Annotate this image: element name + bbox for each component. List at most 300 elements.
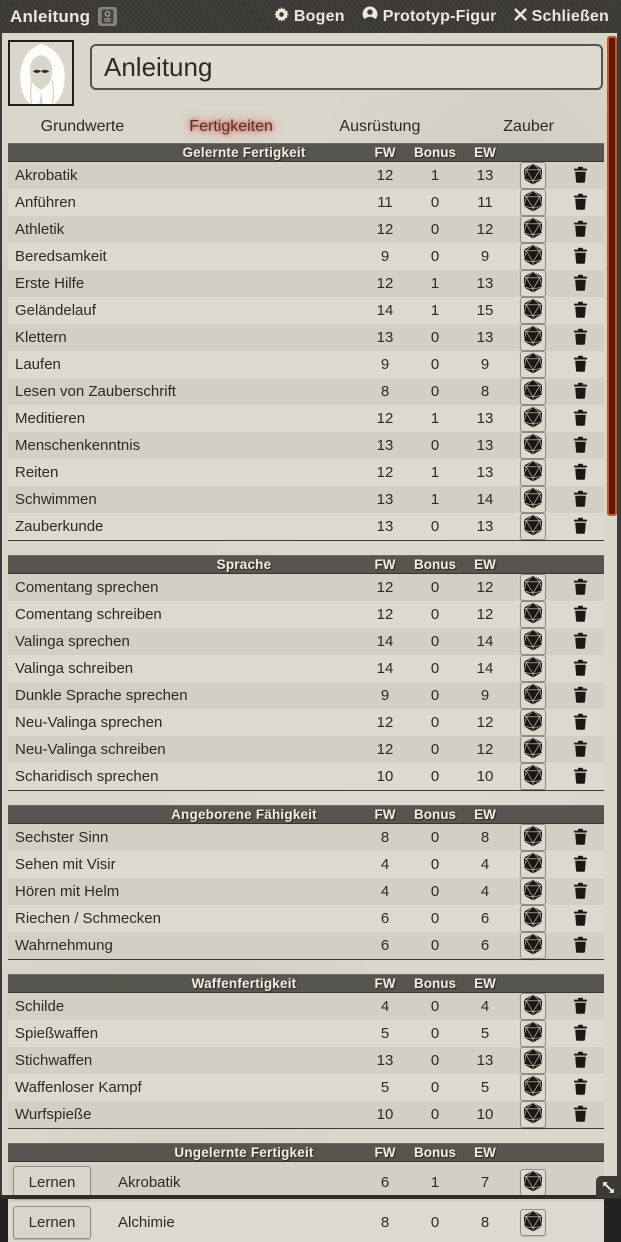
- delete-skill-button[interactable]: [571, 907, 590, 931]
- title-bar-actions: [274, 6, 609, 27]
- ew-value: 13: [476, 1052, 494, 1069]
- skill-row: [8, 993, 604, 1020]
- trash-icon: [573, 355, 588, 375]
- fw-value: 6: [380, 910, 390, 927]
- window-border-bottom: [0, 1195, 621, 1199]
- trash-icon: [573, 1024, 588, 1044]
- skill-row: [8, 1101, 604, 1128]
- table-header: [8, 143, 604, 162]
- roll-dice-button[interactable]: [520, 405, 546, 432]
- d20-dice-icon: [523, 879, 543, 904]
- bonus-value: 0: [430, 1106, 440, 1123]
- delete-skill-button[interactable]: [571, 515, 590, 539]
- table-title: Gelernte Fertigkeit: [182, 145, 306, 160]
- delete-skill-button[interactable]: [571, 1076, 590, 1100]
- fw-value: 12: [376, 579, 394, 596]
- fw-value: 12: [376, 167, 394, 184]
- delete-skill-button[interactable]: [571, 711, 590, 735]
- ew-value: 13: [476, 464, 494, 481]
- roll-dice-button[interactable]: [520, 574, 546, 601]
- delete-skill-button[interactable]: [571, 934, 590, 958]
- ew-value: 9: [480, 687, 490, 704]
- character-name-input[interactable]: [90, 44, 603, 90]
- skill-name: Laufen: [15, 356, 61, 373]
- trash-icon: [573, 828, 588, 848]
- delete-skill-button[interactable]: [571, 853, 590, 877]
- fw-value: 12: [376, 275, 394, 292]
- trash-icon: [573, 578, 588, 598]
- trash-icon: [573, 220, 588, 240]
- delete-skill-button[interactable]: [571, 326, 590, 350]
- table-header: [8, 1143, 604, 1162]
- skill-row: [8, 270, 604, 297]
- trash-icon: [573, 193, 588, 213]
- bonus-value: 1: [430, 410, 440, 427]
- fw-value: 11: [377, 194, 393, 211]
- d20-dice-icon: [523, 737, 543, 762]
- delete-skill-button[interactable]: [571, 1103, 590, 1127]
- ew-value: 7: [480, 1173, 490, 1191]
- delete-skill-button[interactable]: [571, 995, 590, 1019]
- skill-name: Meditieren: [15, 410, 86, 427]
- delete-skill-button[interactable]: [571, 1022, 590, 1046]
- bonus-value: 0: [430, 1213, 440, 1231]
- roll-dice-button[interactable]: [520, 763, 546, 790]
- skill-row: [8, 297, 604, 324]
- ew-value: 13: [476, 329, 494, 346]
- d20-dice-icon: [523, 1102, 543, 1127]
- skill-row: [8, 432, 604, 459]
- roll-dice-button[interactable]: [520, 993, 546, 1020]
- d20-dice-icon: [523, 298, 543, 323]
- skill-name: Zauberkunde: [15, 518, 104, 535]
- fw-value: 14: [376, 302, 394, 319]
- ew-value: 13: [476, 410, 494, 427]
- d20-dice-icon: [523, 825, 543, 850]
- d20-dice-icon: [523, 1021, 543, 1046]
- roll-dice-button[interactable]: [520, 905, 546, 932]
- fw-value: 9: [380, 248, 390, 265]
- ew-value: 4: [480, 883, 490, 900]
- learn-button[interactable]: Lernen: [13, 1166, 91, 1199]
- column-header-ew: EW: [474, 557, 496, 572]
- skill-row: [8, 216, 604, 243]
- roll-dice-button[interactable]: [520, 1169, 546, 1196]
- fw-value: 6: [380, 1173, 390, 1191]
- delete-skill-button[interactable]: [571, 630, 590, 654]
- fw-value: 4: [380, 856, 390, 873]
- trash-icon: [573, 436, 588, 456]
- fw-value: 10: [376, 1106, 394, 1123]
- skill-row: [8, 351, 604, 378]
- ew-value: 12: [476, 606, 494, 623]
- delete-skill-button[interactable]: [571, 576, 590, 600]
- fw-value: 12: [376, 410, 394, 427]
- ew-value: 14: [476, 660, 494, 677]
- column-header-fw: FW: [374, 807, 396, 822]
- roll-dice-button[interactable]: [520, 351, 546, 378]
- bonus-value: 1: [430, 464, 440, 481]
- roll-dice-button[interactable]: [520, 432, 546, 459]
- roll-dice-button[interactable]: [520, 736, 546, 763]
- skill-name: Sehen mit Visir: [15, 856, 116, 873]
- skill-name: Schilde: [15, 998, 65, 1015]
- delete-skill-button[interactable]: [571, 603, 590, 627]
- roll-dice-button[interactable]: [520, 189, 546, 216]
- d20-dice-icon: [523, 406, 543, 431]
- bonus-value: 0: [430, 437, 440, 454]
- ew-value: 9: [480, 248, 490, 265]
- skill-row: [8, 763, 604, 790]
- roll-dice-button[interactable]: [520, 878, 546, 905]
- d20-dice-icon: [523, 190, 543, 215]
- tab-fertigkeiten[interactable]: Fertigkeiten: [189, 118, 273, 135]
- d20-dice-icon: [523, 994, 543, 1019]
- ew-value: 13: [476, 275, 494, 292]
- d20-dice-icon: [523, 683, 543, 708]
- roll-dice-button[interactable]: [520, 851, 546, 878]
- skill-name: Akrobatik: [118, 1173, 181, 1191]
- fw-value: 5: [380, 1025, 390, 1042]
- d20-dice-icon: [523, 602, 543, 627]
- delete-skill-button[interactable]: [571, 765, 590, 789]
- roll-dice-button[interactable]: [520, 270, 546, 297]
- fw-value: 4: [380, 998, 390, 1015]
- bonus-value: 0: [430, 883, 440, 900]
- skill-table: [8, 974, 604, 1129]
- trash-icon: [573, 166, 588, 186]
- close-icon: [514, 8, 527, 26]
- roll-dice-button[interactable]: [520, 709, 546, 736]
- ew-value: 13: [476, 518, 494, 535]
- skill-name: Comentang sprechen: [15, 579, 159, 596]
- character-header: [8, 40, 603, 106]
- skill-name: Alchimie: [118, 1213, 175, 1231]
- bonus-value: 0: [430, 518, 440, 535]
- ew-value: 12: [476, 579, 494, 596]
- d20-dice-icon: [523, 271, 543, 296]
- skill-row: [8, 655, 604, 682]
- table-title: Sprache: [216, 557, 272, 572]
- column-header-fw: FW: [374, 1145, 396, 1160]
- delete-skill-button[interactable]: [571, 738, 590, 762]
- bonus-value: 0: [430, 579, 440, 596]
- skill-row: [8, 486, 604, 513]
- skill-tables: [8, 143, 604, 1242]
- window-title: Anleitung: [10, 6, 91, 26]
- trash-icon: [573, 274, 588, 294]
- d20-dice-icon: [523, 710, 543, 735]
- ew-value: 11: [477, 194, 493, 211]
- bonus-value: 0: [430, 937, 440, 954]
- delete-skill-button[interactable]: [571, 657, 590, 681]
- fw-value: 6: [380, 937, 390, 954]
- fw-value: 12: [376, 714, 394, 731]
- column-header-ew: EW: [474, 145, 496, 160]
- table-title: Ungelernte Fertigkeit: [174, 1145, 314, 1160]
- d20-dice-icon: [523, 163, 543, 188]
- bonus-value: 1: [430, 491, 440, 508]
- trash-icon: [573, 1105, 588, 1125]
- trash-icon: [573, 605, 588, 625]
- fw-value: 13: [376, 1052, 394, 1069]
- skill-row: [8, 905, 604, 932]
- fw-value: 13: [376, 329, 394, 346]
- bonus-value: 1: [430, 275, 440, 292]
- skill-name: Spießwaffen: [15, 1025, 99, 1042]
- ew-value: 10: [476, 1106, 494, 1123]
- delete-skill-button[interactable]: [571, 434, 590, 458]
- skill-row: [8, 243, 604, 270]
- delete-skill-button[interactable]: [571, 461, 590, 485]
- delete-skill-button[interactable]: [571, 245, 590, 269]
- d20-dice-icon: [523, 379, 543, 404]
- ew-value: 8: [480, 383, 490, 400]
- skill-name: Neu-Valinga sprechen: [15, 714, 163, 731]
- ew-value: 4: [480, 856, 490, 873]
- table-header: [8, 974, 604, 993]
- skill-row: [8, 1074, 604, 1101]
- trash-icon: [573, 1051, 588, 1071]
- ew-value: 13: [476, 167, 494, 184]
- resize-handle[interactable]: [596, 1176, 620, 1198]
- fw-value: 8: [380, 1213, 390, 1231]
- title-bar: [0, 0, 621, 33]
- trash-icon: [573, 328, 588, 348]
- skill-name: Lesen von Zauberschrift: [15, 383, 176, 400]
- delete-skill-button[interactable]: [571, 353, 590, 377]
- skill-row: [8, 574, 604, 601]
- delete-skill-button[interactable]: [571, 684, 590, 708]
- book-icon[interactable]: [98, 7, 117, 26]
- trash-icon: [573, 382, 588, 402]
- column-header-bonus: Bonus: [414, 145, 456, 160]
- tab-grundwerte[interactable]: Grundwerte: [40, 118, 125, 135]
- skill-name: Anführen: [15, 194, 76, 211]
- roll-dice-button[interactable]: [520, 1074, 546, 1101]
- d20-dice-icon: [523, 764, 543, 789]
- delete-skill-button[interactable]: [571, 826, 590, 850]
- tab-ausruestung[interactable]: Ausrüstung: [339, 118, 421, 135]
- skill-name: Hören mit Helm: [15, 883, 120, 900]
- learn-button[interactable]: Lernen: [13, 1206, 91, 1239]
- bonus-value: 0: [430, 1079, 440, 1096]
- ew-value: 12: [476, 714, 494, 731]
- trash-icon: [573, 490, 588, 510]
- delete-skill-button[interactable]: [571, 191, 590, 215]
- d20-dice-icon: [523, 352, 543, 377]
- resize-arrows-icon: [601, 1180, 616, 1195]
- skill-row: [8, 378, 604, 405]
- d20-dice-icon: [523, 217, 543, 242]
- delete-skill-button[interactable]: [571, 488, 590, 512]
- roll-dice-button[interactable]: [520, 297, 546, 324]
- column-header-bonus: Bonus: [414, 807, 456, 822]
- bonus-value: 1: [430, 302, 440, 319]
- skill-name: Neu-Valinga schreiben: [15, 741, 166, 758]
- roll-dice-button[interactable]: [520, 1047, 546, 1074]
- d20-dice-icon: [523, 656, 543, 681]
- skill-row: [8, 878, 604, 905]
- roll-dice-button[interactable]: [520, 824, 546, 851]
- trash-icon: [573, 301, 588, 321]
- column-header-ew: EW: [474, 976, 496, 991]
- roll-dice-button[interactable]: [520, 1020, 546, 1047]
- roll-dice-button[interactable]: [520, 378, 546, 405]
- skill-table: [8, 555, 604, 791]
- skill-row: [8, 932, 604, 959]
- table-header: [8, 805, 604, 824]
- trash-icon: [573, 517, 588, 537]
- tab-bar: [8, 118, 603, 136]
- bonus-value: 0: [430, 633, 440, 650]
- ew-value: 5: [480, 1025, 490, 1042]
- d20-dice-icon: [523, 1075, 543, 1100]
- skill-name: Erste Hilfe: [15, 275, 85, 292]
- trash-icon: [573, 997, 588, 1017]
- skill-name: Beredsamkeit: [15, 248, 107, 265]
- fw-value: 8: [380, 829, 390, 846]
- d20-dice-icon: [523, 325, 543, 350]
- roll-dice-button[interactable]: [520, 162, 546, 189]
- bonus-value: 0: [430, 714, 440, 731]
- fw-value: 12: [376, 741, 394, 758]
- fw-value: 9: [380, 687, 390, 704]
- skill-name: Wurfspieße: [15, 1106, 92, 1123]
- prototype-figure-label: Prototyp-Figur: [382, 7, 497, 25]
- skill-row: [8, 513, 604, 540]
- ew-value: 9: [480, 356, 490, 373]
- roll-dice-button[interactable]: [520, 324, 546, 351]
- skill-table: [8, 143, 604, 541]
- gear-icon: [274, 7, 289, 27]
- tab-zauber[interactable]: Zauber: [503, 118, 554, 135]
- sheet-button[interactable]: [274, 6, 345, 27]
- fw-value: 4: [380, 883, 390, 900]
- trash-icon: [573, 409, 588, 429]
- delete-skill-button[interactable]: [571, 407, 590, 431]
- delete-skill-button[interactable]: [571, 218, 590, 242]
- d20-dice-icon: [523, 1048, 543, 1073]
- skill-name: Akrobatik: [15, 167, 78, 184]
- roll-dice-button[interactable]: [520, 243, 546, 270]
- skill-row: [8, 162, 604, 189]
- column-header-fw: FW: [374, 557, 396, 572]
- prototype-figure-button[interactable]: [362, 6, 497, 27]
- trash-icon: [573, 1078, 588, 1098]
- table-title: Waffenfertigkeit: [191, 976, 297, 991]
- close-button[interactable]: [514, 6, 609, 27]
- delete-skill-button[interactable]: [571, 880, 590, 904]
- skill-name: Waffenloser Kampf: [15, 1079, 142, 1096]
- d20-dice-icon: [523, 433, 543, 458]
- ew-value: 8: [480, 829, 490, 846]
- ew-value: 4: [480, 998, 490, 1015]
- bonus-value: 0: [430, 1052, 440, 1069]
- trash-icon: [573, 936, 588, 956]
- skill-row: [8, 1047, 604, 1074]
- roll-dice-button[interactable]: [520, 486, 546, 513]
- roll-dice-button[interactable]: [520, 1101, 546, 1128]
- bonus-value: 0: [430, 768, 440, 785]
- skill-row: [8, 851, 604, 878]
- skill-name: Reiten: [15, 464, 59, 481]
- ew-value: 5: [480, 1079, 490, 1096]
- fw-value: 8: [380, 383, 390, 400]
- bonus-value: 0: [430, 329, 440, 346]
- roll-dice-button[interactable]: [520, 459, 546, 486]
- delete-skill-button[interactable]: [571, 380, 590, 404]
- skill-table: [8, 805, 604, 960]
- delete-skill-button[interactable]: [571, 299, 590, 323]
- ew-value: 6: [480, 937, 490, 954]
- d20-dice-icon: [523, 852, 543, 877]
- skill-table: [8, 1143, 604, 1242]
- bonus-value: 0: [430, 356, 440, 373]
- fw-value: 12: [376, 606, 394, 623]
- fw-value: 9: [380, 356, 390, 373]
- bonus-value: 0: [430, 741, 440, 758]
- skill-name: Athletik: [15, 221, 65, 238]
- table-title: Angeborene Fähigkeit: [171, 807, 317, 822]
- skill-row: [8, 324, 604, 351]
- trash-icon: [573, 686, 588, 706]
- delete-skill-button[interactable]: [571, 1049, 590, 1073]
- d20-dice-icon: [523, 629, 543, 654]
- fw-value: 14: [376, 633, 394, 650]
- bonus-value: 0: [430, 829, 440, 846]
- roll-dice-button[interactable]: [520, 655, 546, 682]
- skill-row: [8, 1020, 604, 1047]
- delete-skill-button[interactable]: [571, 272, 590, 296]
- fw-value: 12: [376, 464, 394, 481]
- skill-name: Klettern: [15, 329, 67, 346]
- fw-value: 13: [376, 437, 394, 454]
- roll-dice-button[interactable]: [520, 216, 546, 243]
- skill-name: Valinga schreiben: [15, 660, 134, 677]
- skill-name: Geländelauf: [15, 302, 96, 319]
- fw-value: 12: [376, 221, 394, 238]
- bonus-value: 0: [430, 910, 440, 927]
- column-header-ew: EW: [474, 1145, 496, 1160]
- skill-row: [8, 824, 604, 851]
- roll-dice-button[interactable]: [520, 682, 546, 709]
- roll-dice-button[interactable]: [520, 1209, 546, 1236]
- bonus-value: 0: [430, 194, 440, 211]
- roll-dice-button[interactable]: [520, 932, 546, 959]
- delete-skill-button[interactable]: [571, 164, 590, 188]
- column-header-fw: FW: [374, 145, 396, 160]
- hooded-figure-portrait[interactable]: [8, 40, 74, 106]
- table-header: [8, 555, 604, 574]
- trash-icon: [573, 632, 588, 652]
- fw-value: 5: [380, 1079, 390, 1096]
- skill-name: Scharidisch sprechen: [15, 768, 159, 785]
- roll-dice-button[interactable]: [520, 601, 546, 628]
- roll-dice-button[interactable]: [520, 513, 546, 540]
- sheet-button-label: Bogen: [293, 7, 345, 25]
- d20-dice-icon: [523, 514, 543, 539]
- window-border-left: [0, 33, 2, 1199]
- hood-icon: [10, 42, 72, 104]
- ew-value: 14: [476, 633, 494, 650]
- bonus-value: 0: [430, 1025, 440, 1042]
- roll-dice-button[interactable]: [520, 628, 546, 655]
- skill-name: Wahrnehmung: [15, 937, 113, 954]
- scrollbar[interactable]: [607, 36, 617, 516]
- trash-icon: [573, 909, 588, 929]
- trash-icon: [573, 659, 588, 679]
